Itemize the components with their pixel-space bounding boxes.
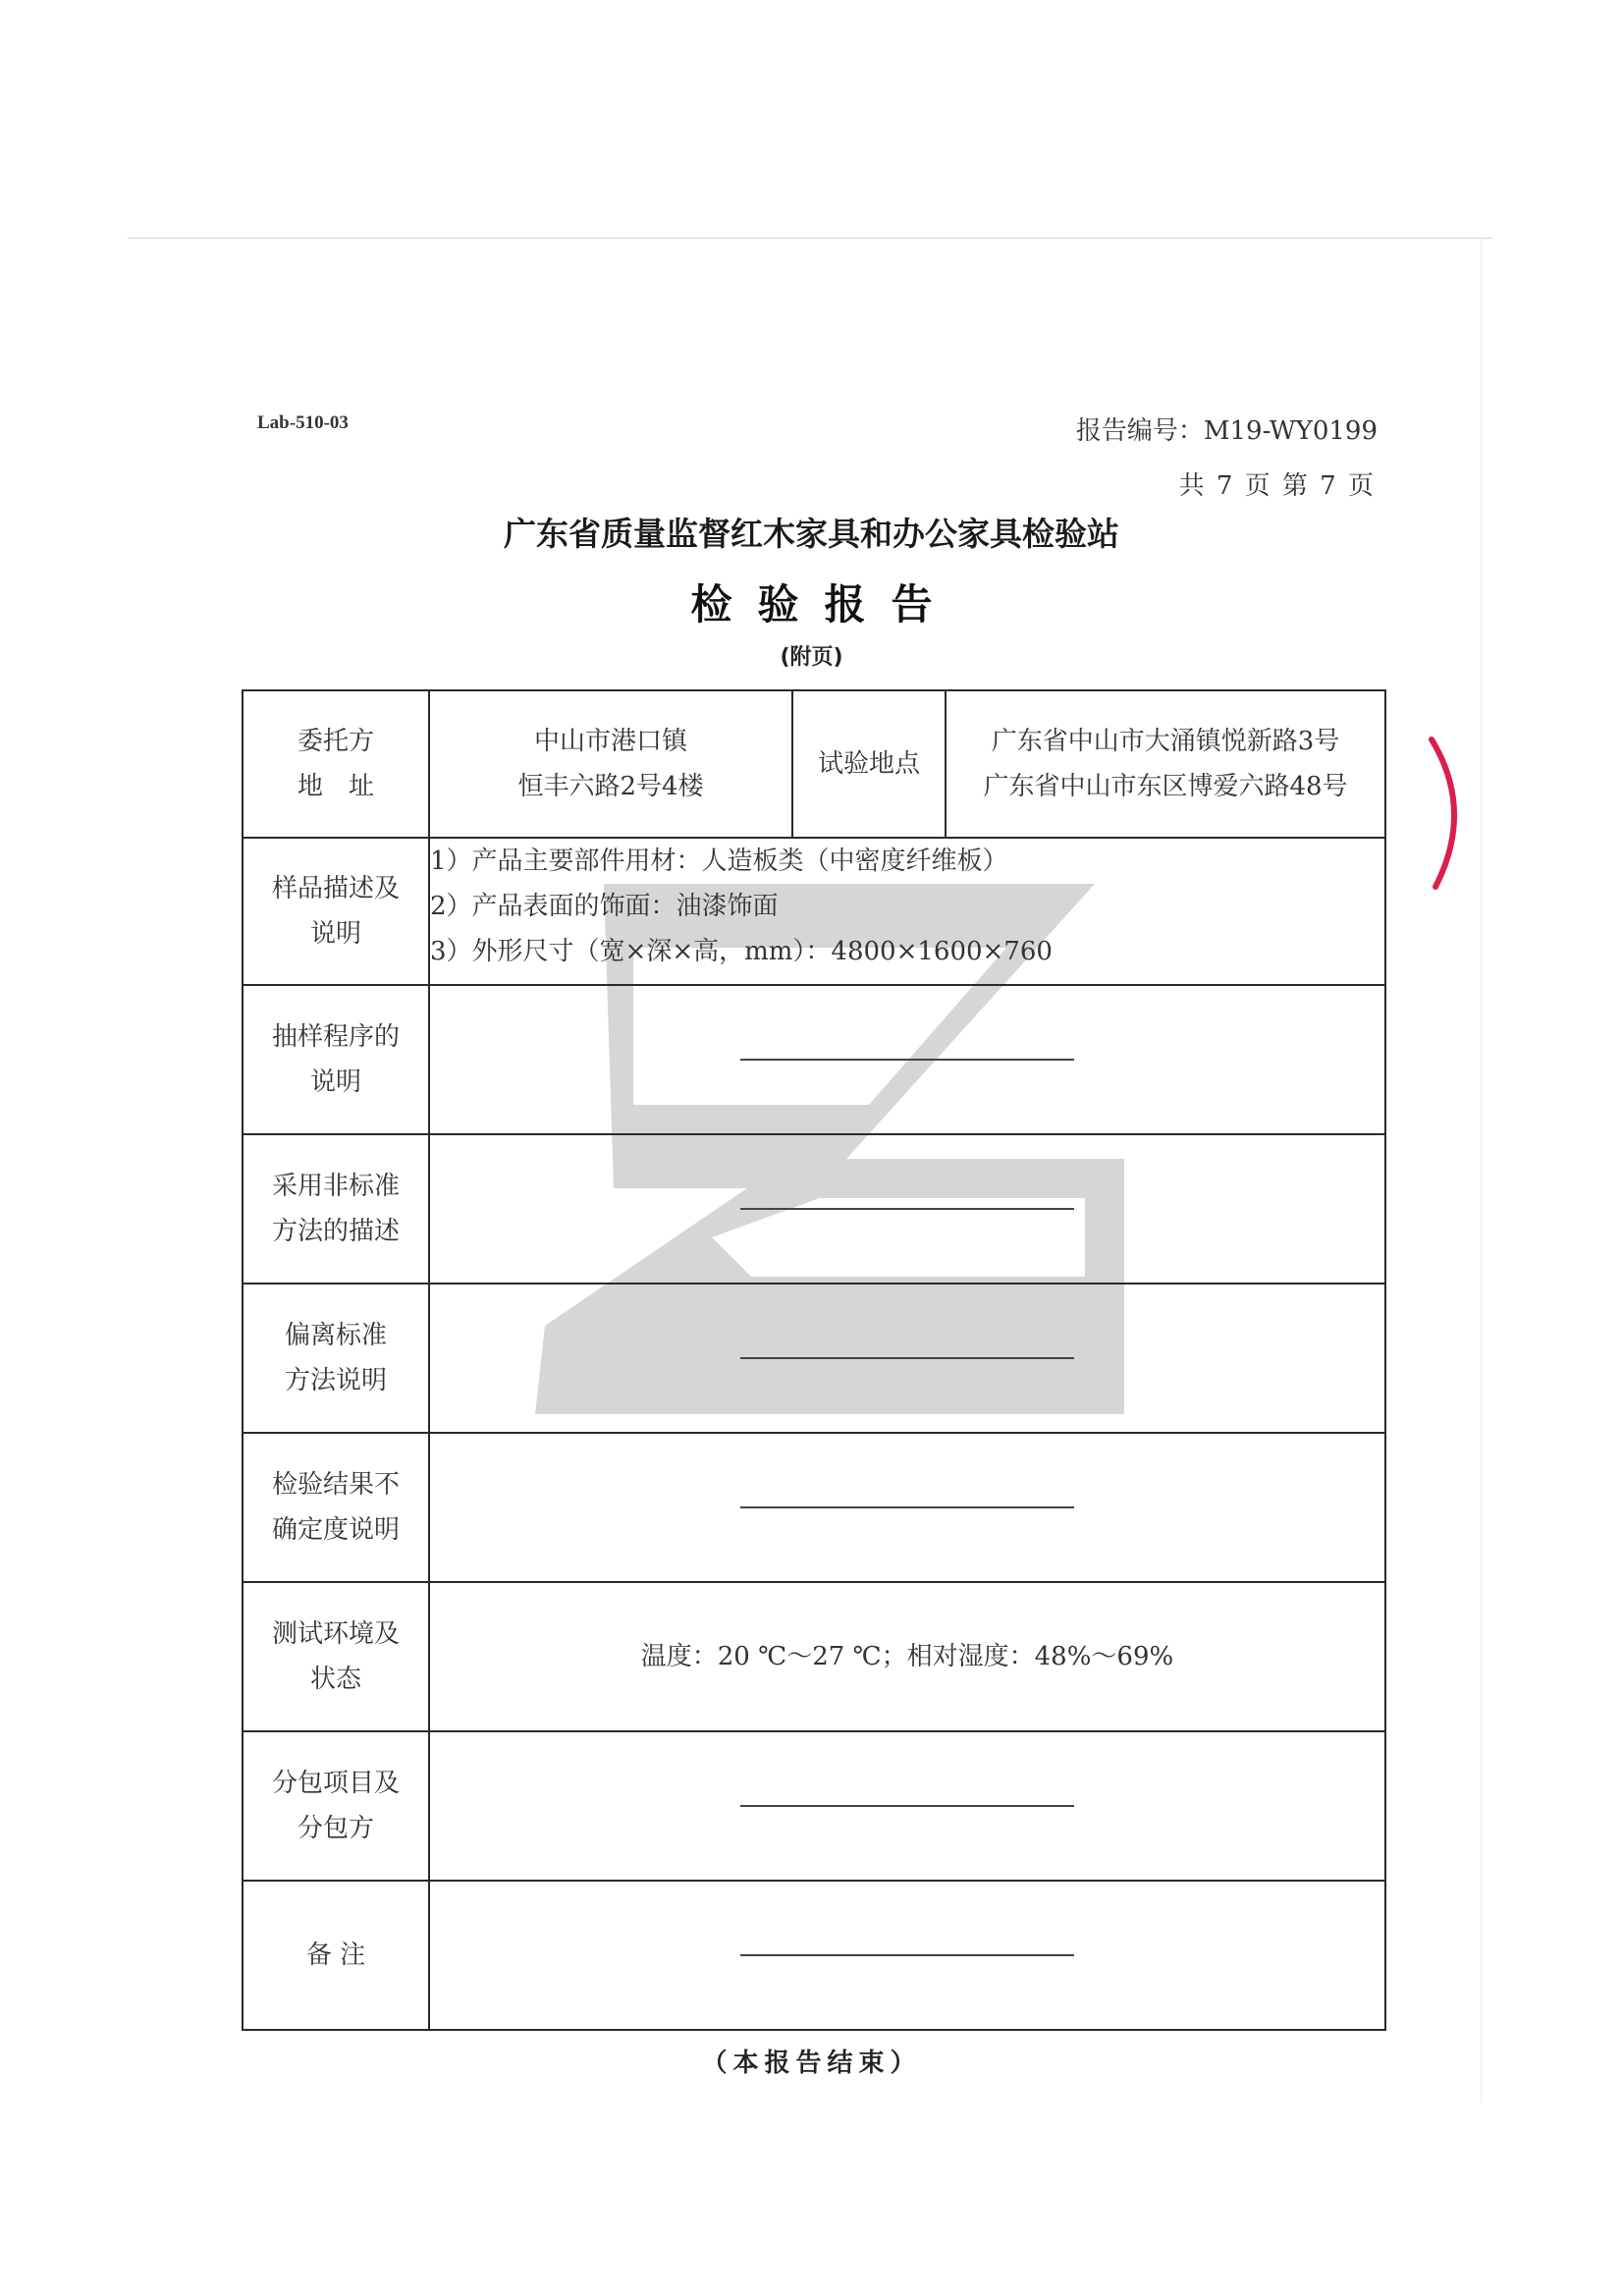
remarks-value — [429, 1881, 1385, 2030]
lab-code: Lab-510-03 — [257, 412, 349, 433]
red-stamp-edge-icon — [1424, 732, 1483, 894]
page-count: 共 7 页 第 7 页 — [1178, 471, 1376, 501]
table-row — [243, 985, 1385, 1134]
sample-description-value — [429, 838, 1385, 985]
blank-dash — [740, 1059, 1074, 1061]
table-row — [243, 1284, 1385, 1433]
report-end-text: （本报告结束） — [701, 2049, 922, 2078]
table-row — [243, 690, 1385, 838]
table-row — [243, 1881, 1385, 2030]
table-row — [243, 1134, 1385, 1284]
blank-dash — [740, 1208, 1074, 1210]
sample-desc-item: 3）外形尺寸（宽×深×高，mm）：4800×1600×760 — [430, 937, 1053, 966]
report-number: 报告编号：M19-WY0199 — [1075, 416, 1378, 446]
table-row — [243, 1582, 1385, 1731]
table-row — [243, 1433, 1385, 1582]
organization-title: 广东省质量监督红木家具和办公家具检验站 — [504, 515, 1119, 553]
table-row — [243, 1731, 1385, 1881]
remarks-label: 备 注 — [243, 1881, 429, 2030]
sample-description-label: 样品描述及 说明 — [243, 838, 429, 985]
sampling-procedure-label: 抽样程序的 说明 — [243, 985, 429, 1134]
non-standard-method-value — [429, 1134, 1385, 1284]
client-address-label: 委托方 地 址 — [243, 690, 429, 838]
blank-dash — [740, 1805, 1074, 1807]
subcontract-value — [429, 1731, 1385, 1881]
deviation-value — [429, 1284, 1385, 1433]
uncertainty-label: 检验结果不 确定度说明 — [243, 1433, 429, 1582]
sampling-procedure-value — [429, 985, 1385, 1134]
page-top-edge — [128, 238, 1492, 239]
document-title: 检验报告 — [690, 580, 958, 629]
sample-desc-item: 2）产品表面的饰面：油漆饰面 — [430, 892, 779, 921]
sample-desc-item: 1）产品主要部件用材：人造板类（中密度纤维板） — [430, 847, 1008, 876]
blank-dash — [740, 1954, 1074, 1956]
environment-label: 测试环境及 状态 — [243, 1582, 429, 1731]
subcontract-label: 分包项目及 分包方 — [243, 1731, 429, 1881]
environment-value: 温度：20 ℃～27 ℃；相对湿度：48%～69% — [429, 1582, 1385, 1731]
blank-dash — [740, 1357, 1074, 1359]
document-subtitle: (附页) — [780, 645, 843, 670]
blank-dash — [740, 1506, 1074, 1508]
test-site-label: 试验地点 — [792, 690, 946, 838]
report-table — [242, 689, 1386, 2031]
test-site-value: 广东省中山市大涌镇悦新路3号 广东省中山市东区博爱六路48号 — [946, 690, 1385, 838]
uncertainty-value — [429, 1433, 1385, 1582]
deviation-label: 偏离标准 方法说明 — [243, 1284, 429, 1433]
client-address-value: 中山市港口镇 恒丰六路2号4楼 — [429, 690, 792, 838]
table-row — [243, 838, 1385, 985]
non-standard-method-label: 采用非标准 方法的描述 — [243, 1134, 429, 1284]
